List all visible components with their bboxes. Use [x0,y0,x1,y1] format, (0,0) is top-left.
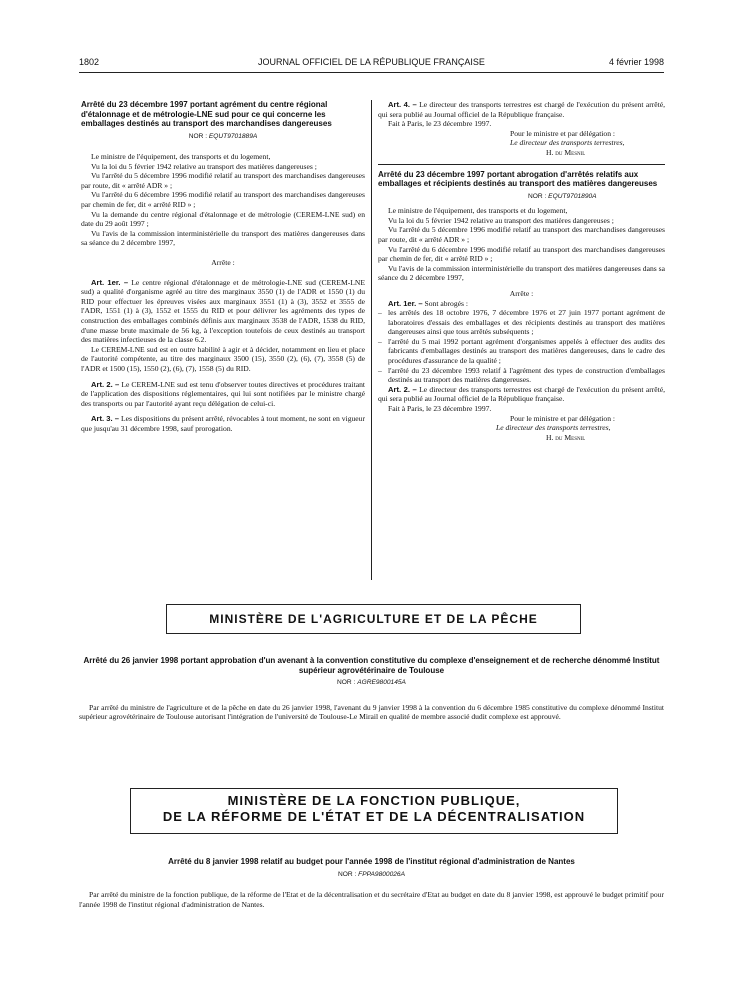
article-2 [378,385,665,404]
nor-reference [79,870,664,880]
paragraph: Vu l'arrêté du 5 décembre 1996 modifié relatif au transport des marchandises dangereuses par route, dit « arrêté ADR » ; [378,225,665,244]
arrete-heading: Arrête : [509,288,534,298]
header-rule [79,72,664,73]
page-number: 1802 [79,57,100,67]
paragraph: Vu l'arrêté du 6 décembre 1996 modifié relatif au transport des marchandises dangereuses par chemin de fer, dit « arrêté RID » ; [81,190,365,210]
article-1 [81,278,365,345]
article-3 [81,414,365,433]
paragraph: Vu l'avis de la commission interministérielle du transport des matières dangereuses dans sa séance du 2 décembre 1997, [81,228,365,248]
ministry-box-line: DE LA RÉFORME DE L'ÉTAT ET DE LA DÉCENTRALISATION [162,809,586,824]
paragraph: Vu l'arrêté du 5 décembre 1996 modifié relatif au transport des marchandises dangereuses par route, dit « arrêté ADR » ; [81,171,365,190]
paragraph: Par arrêté du ministre de la fonction publique, de la réforme de l'Etat et de la décentralisation et du secrétaire d'Etat au budget en date du 8 janvier 1998, est approuvé le budget primitif pour l'année 1998 de l'institut régional d'administration de Nantes. [79,890,664,909]
signature-line: Pour le ministre et par délégation : [510,413,616,423]
paragraph: Vu la loi du 5 février 1942 relative au transport des matières dangereuses ; [388,215,614,225]
paragraph: Vu la loi du 5 février 1942 relative au transport des matières dangereuses ; [91,161,317,171]
column-divider [371,100,372,580]
ministry-box-agriculture: MINISTÈRE DE L'AGRICULTURE ET DE LA PÊCHE [166,604,581,634]
article-text: Le directeur des transports terrestres est chargé de l'exécution du présent arrêté, qui sera publié au Journal officiel de la République française. [378,384,666,404]
paragraph: Vu l'arrêté du 6 décembre 1996 modifié relatif au transport des marchandises dangereuses par chemin de fer, dit « arrêté RID » ; [378,244,665,264]
list-item: – l'arrêté du 5 mai 1992 portant agrément d'organismes appelés à effectuer des audits des fabricants d'emballages destinés au transport des matières dangereuses, dans le cadre des procédures d'assurance de la qualité ; [378,337,665,366]
fonction-publique-section [79,857,664,909]
article-text: Les dispositions du présent arrêté, révocables à tout moment, ne sont en vigueur que jusqu'au 31 décembre 1998, sauf prorogation. [81,414,365,433]
nor-reference [528,192,665,202]
paragraph: Le ministre de l'équipement, des transports et du logement, [91,152,271,162]
signature-line: Pour le ministre et par délégation : [510,128,616,138]
article-2 [81,380,365,409]
nor-reference [81,132,365,142]
article-label: Art. 2. – [388,384,417,394]
nor-label: NOR : [337,679,356,686]
ministry-box-fonction-publique [130,788,618,834]
agriculture-section [79,656,664,722]
section-rule [378,164,665,165]
decree-title: Arrêté du 23 décembre 1997 portant abrogation d'arrêtés relatifs aux emballages et récipients destinés au transport des matières dangereuses [378,169,658,189]
signature-name: H. du Mesnil [546,432,586,442]
nor-code: AGRE9800145A [357,679,406,686]
decree-title: Arrêté du 26 janvier 1998 portant approbation d'un avenant à la convention constitutive du complexe d'enseignement et de recherche dénommé Institut supérieur agrovétérinaire de Toulouse [83,656,660,675]
abrogation-list [378,308,665,385]
article-label: Art. 3. – [91,414,119,424]
signature-role: Le directeur des transports terrestres, [510,138,625,148]
issue-date: 4 février 1998 [608,57,664,67]
fait-line: Fait à Paris, le 23 décembre 1997. [388,119,492,129]
right-column [378,100,665,442]
nor-code: FPPA9800026A [358,870,405,878]
list-item: – l'arrêté du 23 décembre 1993 relatif à l'agrément des types de construction d'emballages destinés au transport des matières dangereuses. [378,366,665,385]
nor-code: EQUT9701889A [208,132,258,140]
paragraph: Vu la demande du centre régional d'étalonnage et de métrologie (CEREM-LNE sud) en date du 29 août 1997 ; [81,209,365,229]
signature-role: Le directeur des transports terrestres, [496,423,611,433]
article-label: Art. 2. – [91,379,120,389]
signature-name: H. du Mesnil [546,147,586,157]
article-4 [378,100,665,119]
nor-label: NOR : [188,132,208,140]
ministry-box-line: MINISTÈRE DE LA FONCTION PUBLIQUE, [227,793,521,808]
paragraph: Le CEREM-LNE sud est en outre habilité à agir et à décider, notamment en lieu et place de l'autorité compétente, au titre des marginaux 3500 (15), 3550 (2), (6), (7), 3558 (5) de l'ADR et 1500 (15), 1550 (2), (6), (7), 1558 (5) du RID. [81,344,365,373]
article-1 [378,299,665,309]
article-text: Le centre régional d'étalonnage et de métrologie-LNE sud (CEREM-LNE sud) a qualité d'organisme agréé au titre des marginaux 3550 (1) de l'ADR et 1550 (1) du RID pour effectuer les épreuves visées aux marginaux 3551 (1) à (3), 3552 et 3555 de l'ADR, 1551 (1) à (3), 1552 et 1555 du RID et pour délivrer les agréments des types de construction des emballages combinés définis aux marginaux 3538 de l'ADR, 1538 du RID, d'une masse brute maximale de 56 kg, à l'exception toutefois de ceux destinés au transport des matières infectieuses de la classe 6.2. [81,277,365,345]
article-text: Le directeur des transports terrestres est chargé de l'exécution du présent arrêté, qui sera publié au Journal officiel de la République française. [378,100,666,119]
article-label: Art. 4. – [388,100,417,109]
list-item: – les arrêtés des 18 octobre 1976, 7 décembre 1976 et 27 juin 1977 portant agrément de laboratoires d'essais des emballages et des récipients destinés au transport des matières dangereuses ainsi que tous arrêtés subséquents ; [378,308,665,337]
paragraph: Vu l'avis de la commission interministérielle du transport des matières dangereuses dans sa séance du 2 décembre 1997, [378,263,665,283]
nor-code: EQUT9701890A [548,192,597,200]
article-label: Art. 1er. – [91,277,129,287]
nor-label: NOR : [338,870,357,878]
paragraph: Le ministre de l'équipement, des transports et du logement, [388,206,568,216]
arrete-heading: Arrête : [211,258,235,268]
nor-reference [79,678,664,688]
paragraph: Par arrêté du ministre de l'agriculture et de la pêche en date du 26 janvier 1998, l'avenant du 9 janvier 1998 à la convention du 6 décembre 1985 constitutive du complexe dénommé Institut supérieur agrovétérinaire de Toulouse autorisant l'intégration de l'université de Toulouse-Le Mirail en qualité de membre associé dudit complexe est approuvé. [79,702,664,722]
decree-title: Arrêté du 23 décembre 1997 portant agrément du centre régional d'étalonnage et de métrologie-LNE sud pour ce qui concerne les emballages destinés au transport des marchandises dangereuses [81,100,332,128]
decree-title: Arrêté du 8 janvier 1998 relatif au budget pour l'année 1998 de l'institut régional d'administration de Nantes [168,857,575,866]
page-header [79,57,664,71]
article-label: Art. 1er. – [388,298,423,308]
article-text: Le CEREM-LNE sud est tenu d'observer toutes directives et procédures traitant de l'application des dispositions réglementaires, qui lui sont notifiées par le ministre chargé des transports ou par l'autorité ayant reçu délégation de celui-ci. [81,379,365,408]
journal-title: JOURNAL OFFICIEL DE LA RÉPUBLIQUE FRANÇAISE [258,57,485,67]
article-text: Sont abrogés : [424,298,468,308]
fait-line: Fait à Paris, le 23 décembre 1997. [388,404,492,414]
left-column [81,100,365,434]
nor-label: NOR : [528,192,547,200]
